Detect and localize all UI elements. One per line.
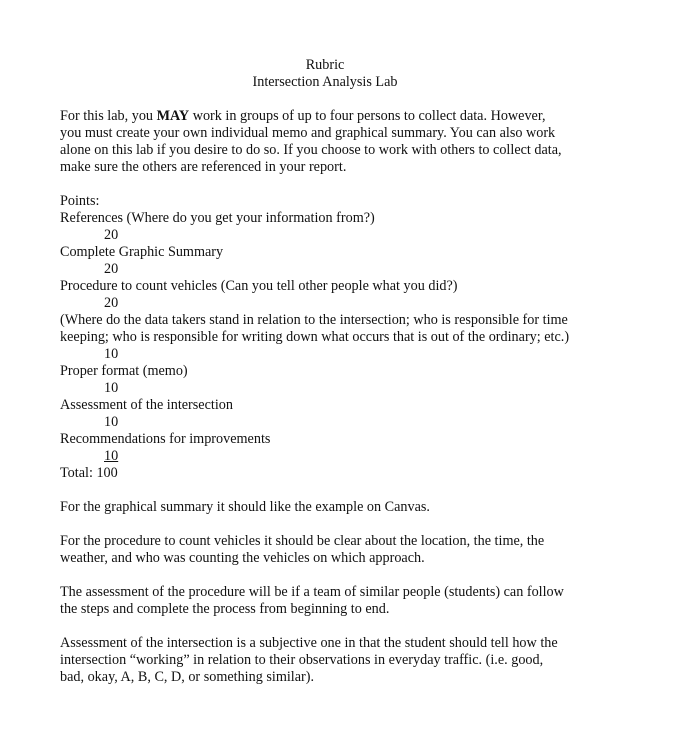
criterion-points: 10 <box>104 346 119 362</box>
note-line: weather, and who was counting the vehicles on which approach. <box>60 550 425 566</box>
criterion-points: 20 <box>104 295 119 311</box>
criterion-label: Recommendations for improvements <box>60 431 271 447</box>
criterion-label: (Where do the data takers stand in relation to the intersection; who is responsible for time <box>60 312 568 328</box>
document-page <box>60 57 660 686</box>
points-total: Total: 100 <box>60 465 118 481</box>
criterion-points: 20 <box>104 227 119 243</box>
criterion-points: 10 <box>104 380 119 396</box>
criterion-label: Assessment of the intersection <box>60 397 233 413</box>
note-line: Assessment of the intersection is a subjective one in that the student should tell how the <box>60 635 558 651</box>
intro-emphasis: MAY <box>156 108 190 124</box>
intro-line: alone on this lab if you desire to do so. If you choose to work with others to collect data, <box>60 142 562 158</box>
criterion-points: 20 <box>104 261 119 277</box>
intersection-assessment-note <box>60 635 660 686</box>
note-line: The assessment of the procedure will be if a team of similar people (students) can follow <box>60 584 564 600</box>
note-line: intersection “working” in relation to their observations in everyday traffic. (i.e. good, <box>60 652 544 668</box>
document-subtitle: Intersection Analysis Lab <box>252 74 398 90</box>
criterion-label: Proper format (memo) <box>60 363 188 379</box>
note-line: the steps and complete the process from beginning to end. <box>60 601 390 617</box>
note-line: For the procedure to count vehicles it should be clear about the location, the time, the <box>60 533 545 549</box>
intro-paragraph <box>60 108 660 176</box>
points-heading: Points: <box>60 193 100 209</box>
criterion-label: Complete Graphic Summary <box>60 244 224 260</box>
intro-text-end: work in groups of up to four persons to collect data. However, <box>189 108 546 124</box>
points-section <box>60 193 660 482</box>
criterion-points: 10 <box>104 414 119 430</box>
document-title: Rubric <box>305 57 345 73</box>
criterion-label: Procedure to count vehicles (Can you tell other people what you did?) <box>60 278 458 294</box>
intro-text-start: For this lab, you <box>60 108 157 124</box>
criterion-label: References (Where do you get your information from?) <box>60 210 375 226</box>
procedure-assessment-note <box>60 584 660 618</box>
criterion-label-continued: keeping; who is responsible for writing down what occurs that is out of the ordinary; etc.) <box>60 329 570 345</box>
procedure-note <box>60 533 660 567</box>
intro-line: you must create your own individual memo and graphical summary. You can also work <box>60 125 556 141</box>
criterion-points: 10 <box>104 448 119 464</box>
intro-line: make sure the others are referenced in your report. <box>60 159 347 175</box>
note-line: bad, okay, A, B, C, D, or something similar). <box>60 669 315 685</box>
graphical-summary-note: For the graphical summary it should like the example on Canvas. <box>60 499 430 515</box>
